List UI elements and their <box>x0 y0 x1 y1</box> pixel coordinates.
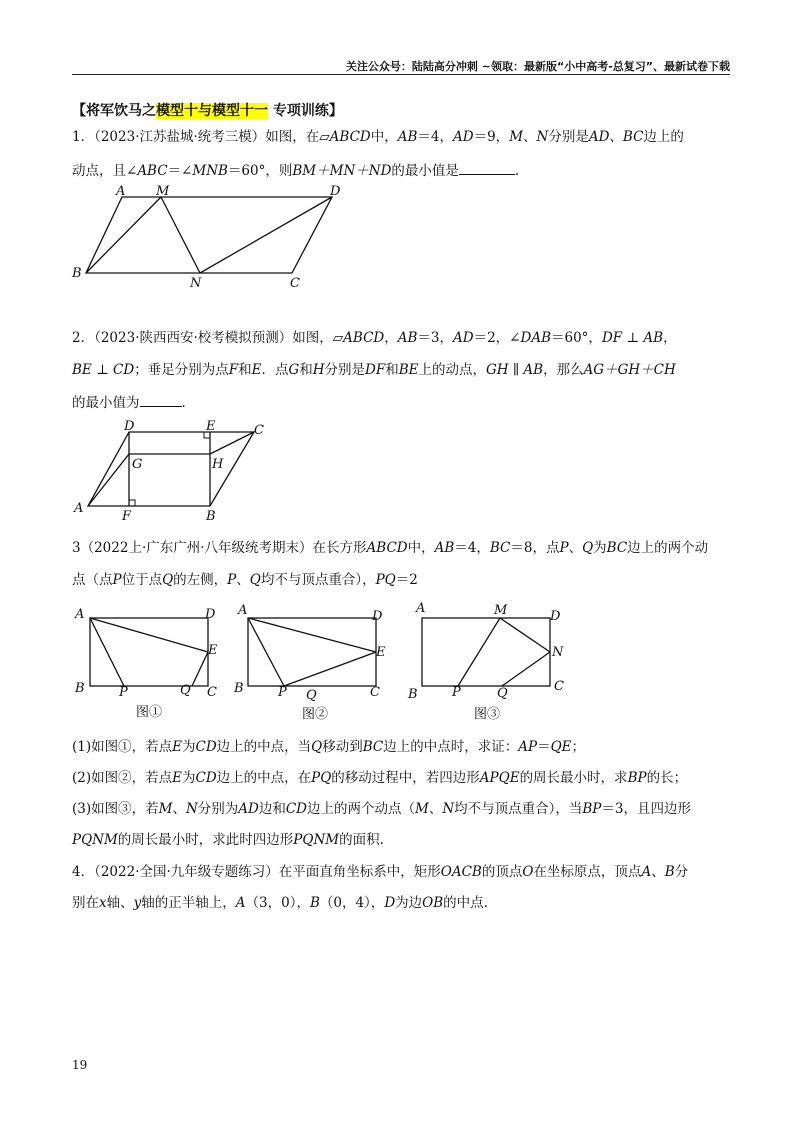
q4-oacb: OACB <box>440 864 482 880</box>
fig3-1-label-p: P <box>119 685 128 700</box>
page-header: 关注公众号：陆陆高分冲刺 ~领取：最新版“小中高考-总复习”、最新试卷下载 <box>345 60 730 73</box>
q4-a2: A <box>235 895 246 911</box>
figure-3-3 <box>402 602 582 722</box>
q3p3-g: 均不与顶点重合），当 <box>454 801 583 817</box>
q3p2-d: 的移动过程中，若四边形 <box>331 770 480 786</box>
q3-l2f: ＝2 <box>395 572 418 588</box>
q1-line1 <box>72 127 732 147</box>
q3p3-b: 、 <box>172 801 186 817</box>
q2-number: 2． <box>72 330 95 346</box>
fig3-3-segment-pm <box>458 618 500 686</box>
q1-bc: BC <box>622 129 644 145</box>
fig3-2-label-q: Q <box>306 688 317 703</box>
figure-3-2 <box>232 602 402 722</box>
fig3-3-label-d: D <box>550 609 561 624</box>
fig3-2-segment-ae <box>248 618 376 652</box>
q3-pq: PQ <box>375 572 396 588</box>
page-number: 19 <box>72 1058 88 1072</box>
q2-answer-blank[interactable] <box>140 392 182 407</box>
q2-line3 <box>72 392 732 413</box>
q4-x: x <box>99 895 107 911</box>
fig3-3-segment-mn <box>500 618 550 652</box>
q1-t7: 边上的 <box>643 129 684 145</box>
q3-t4: 、 <box>568 540 583 556</box>
fig1-label-d: D <box>330 184 341 199</box>
q3p1-g: ＝ <box>537 739 551 755</box>
q3-l2b: 位于点 <box>121 572 163 588</box>
fig1-segment-mn <box>161 197 200 273</box>
q3-p: P <box>559 540 569 556</box>
fig3-1-segment-qe <box>192 652 208 686</box>
fig3-1-segment-ae <box>90 618 208 652</box>
q2-df2: DF <box>365 362 386 378</box>
q3-part3-line1 <box>72 799 732 819</box>
q4-b: B <box>664 864 675 880</box>
q2-gh: GH ∥ AB <box>486 362 544 378</box>
q3p2-a: (2)如图②，若点 <box>72 770 173 786</box>
q3p2-c: 边上的中点，在 <box>216 770 312 786</box>
q2-ab: AB <box>397 330 418 346</box>
q2-l3b: . <box>181 395 186 411</box>
figure-2-parallelogram <box>72 418 282 526</box>
fig3-2-label-e: E <box>376 645 386 660</box>
fig2-label-c: C <box>254 423 264 438</box>
q2-dab: DAB <box>520 330 551 346</box>
q1-t2: ＝4， <box>417 129 454 145</box>
q1-number: 1． <box>72 129 95 145</box>
q3-l2d: 、 <box>236 572 250 588</box>
q4-l2c: 轴的正半轴上， <box>141 895 236 911</box>
q1-abcd: ABCD <box>329 129 371 145</box>
q3p1-cd: CD <box>195 739 217 755</box>
fig3-caption-1: 图① <box>136 705 163 720</box>
q4-ob: OB <box>422 895 444 911</box>
fig3-1-label-e: E <box>208 643 218 658</box>
q1-t1: 中， <box>370 129 398 145</box>
q3p3-a: (3)如图③，若 <box>72 801 159 817</box>
q3p2-cd: CD <box>195 770 217 786</box>
fig1-label-n: N <box>190 276 202 291</box>
q4-line2 <box>72 893 732 913</box>
fig3-3-label-q: Q <box>497 686 508 701</box>
q1-ad2: AD <box>588 129 610 145</box>
fig2-label-e: E <box>206 419 216 434</box>
fig1-label-m: M <box>156 184 170 199</box>
q2-t1: ， <box>384 330 398 346</box>
header-divider <box>72 74 730 75</box>
q1-ad: AD <box>453 129 474 145</box>
fig3-3-label-n: N <box>552 645 564 660</box>
fig2-label-d: D <box>124 419 135 434</box>
q4-l1c: 在坐标原点，顶点 <box>533 864 642 880</box>
q1-t4: 、 <box>523 129 537 145</box>
q3p2-g: 的长； <box>646 770 688 786</box>
fig3-1-label-c: C <box>207 685 217 700</box>
q3p1-d: 移动到 <box>322 739 363 755</box>
q2-l2d: 和 <box>299 362 313 378</box>
q4-l1a: 4．（2022·全国·九年级专题练习）在平面直角坐标系中，矩形 <box>72 864 441 880</box>
q4-l1e: 分 <box>674 864 689 880</box>
q3-p2: P <box>112 572 122 588</box>
q3-source: 3（2022上·广东广州·八年级统考期末）在长方形 <box>72 540 367 556</box>
q2-be: BE ⊥ CD <box>72 362 135 378</box>
section-prefix: 【将军饮马之 <box>72 103 156 119</box>
fig2-label-a: A <box>74 501 84 516</box>
section-title <box>72 100 343 120</box>
q4-b2: B <box>309 895 320 911</box>
q3-part3-line2 <box>72 830 732 850</box>
q2-l3a: 的最小值为 <box>72 395 140 411</box>
q3-q: Q <box>582 540 594 556</box>
fig3-2-label-c: C <box>370 685 380 700</box>
fig2-label-f: F <box>122 509 132 524</box>
q1-t3: ＝9， <box>473 129 510 145</box>
q3p1-e: E <box>172 739 182 755</box>
q1-n: N <box>536 129 549 145</box>
fig3-2-label-p: P <box>278 685 287 700</box>
fig3-caption-3: 图③ <box>474 707 501 722</box>
q3-l2e: 均不与顶点重合）， <box>260 572 376 588</box>
q3p2-b: 为 <box>181 770 196 786</box>
q3-bc: BC <box>489 540 511 556</box>
q2-g: G <box>288 362 300 378</box>
q2-l2a: ；垂足分别为点 <box>134 362 229 378</box>
figure-3-1 <box>72 602 232 722</box>
q3p2-e: E <box>172 770 182 786</box>
q3-t5: 为 <box>593 540 607 556</box>
q2-l2e: 分别是 <box>324 362 366 378</box>
q2-line1 <box>72 328 732 348</box>
fig1-label-a: A <box>116 184 126 199</box>
fig2-right-angle-f <box>129 500 135 506</box>
q1-l2d: 的最小值是 <box>391 163 459 179</box>
q2-expr: AG＋GH＋CH <box>583 362 676 378</box>
q3p3-l2d: 的面积. <box>339 832 384 848</box>
q4-l1d: 、 <box>651 864 665 880</box>
fig3-1-label-q: Q <box>180 683 191 698</box>
q2-be2: BE <box>398 362 419 378</box>
q4-d: D <box>384 895 396 911</box>
q3p3-l2a: PQNM <box>72 832 118 848</box>
q2-l2f: 和 <box>385 362 399 378</box>
q3p3-l2c: PQNM <box>293 832 340 848</box>
q4-l2g: 的中点. <box>443 895 488 911</box>
q4-y: y <box>133 895 142 911</box>
q4-l2f: 为边 <box>395 895 423 911</box>
q3-bc2: BC <box>606 540 628 556</box>
q2-l2g: 上的动点， <box>418 362 487 378</box>
q3-q2: Q <box>162 572 174 588</box>
q3p3-f: 、 <box>428 801 443 817</box>
q1-l2a: 动点，且∠ <box>72 163 138 179</box>
q3p3-c: 分别为 <box>197 801 239 817</box>
fig3-3-label-c: C <box>554 679 564 694</box>
q2-t3: ＝2，∠ <box>473 330 521 346</box>
fig3-3-label-m: M <box>494 603 508 618</box>
q2-l2c: ．点 <box>261 362 289 378</box>
q3-part1 <box>72 737 732 757</box>
q3p2-apqe: APQE <box>479 770 520 786</box>
fig2-label-h: H <box>212 457 224 472</box>
section-highlight: 模型十与模型十一 <box>156 103 268 119</box>
fig1-label-c: C <box>290 276 300 291</box>
q3p1-qe: QE <box>550 739 572 755</box>
fig3-3-segment-qn <box>502 652 550 686</box>
q3-l2a: 点（点 <box>72 572 113 588</box>
q3-t6: 边上的两个动 <box>627 540 709 556</box>
fig3-3-rect <box>422 618 550 686</box>
q3p3-cd: CD <box>285 801 307 817</box>
q1-source: （2023·江苏盐城·统考三模）如图，在▱ <box>94 129 330 145</box>
fig1-segment-bm <box>86 197 161 273</box>
fig3-1-segment-ap <box>90 618 124 686</box>
q4-l1b: 的顶点 <box>481 864 523 880</box>
q3p1-b: 为 <box>181 739 196 755</box>
q3-q3: Q <box>249 572 261 588</box>
fig1-label-b: B <box>72 266 82 281</box>
q3p1-f: 边上的中点时，求证： <box>383 739 519 755</box>
fig2-label-b: B <box>206 509 216 524</box>
q3-ab: AB <box>434 540 455 556</box>
fig3-1-label-b: B <box>75 681 85 696</box>
q4-o: O <box>522 864 534 880</box>
q3-line2 <box>72 570 732 590</box>
q4-a: A <box>641 864 652 880</box>
fig3-2-label-d: D <box>372 609 383 624</box>
q4-l2d: （3，0）， <box>245 895 310 911</box>
q1-m: M <box>509 129 524 145</box>
q2-e: E <box>251 362 262 378</box>
q1-mnb: MNB <box>192 163 228 179</box>
q2-h: H <box>312 362 325 378</box>
q1-l2c: ＝60°，则 <box>227 163 293 179</box>
q2-ad: AD <box>453 330 474 346</box>
q3p3-l2b: 的周长最小时，求此时四边形 <box>117 832 294 848</box>
q3-p3: P <box>227 572 237 588</box>
q1-answer-blank[interactable] <box>459 160 515 175</box>
q3p1-bc: BC <box>362 739 384 755</box>
q3p1-q: Q <box>311 739 323 755</box>
q3-l2c: 的左侧， <box>173 572 228 588</box>
q1-expr: BM＋MN＋ND <box>292 163 392 179</box>
q3p3-e: 边上的两个动点（ <box>307 801 415 817</box>
q1-ab: AB <box>397 129 418 145</box>
fig3-3-label-a: A <box>416 601 426 616</box>
q3p2-pq: PQ <box>311 770 332 786</box>
q2-source: （2023·陕西西安·校考模拟预测）如图，▱ <box>94 330 344 346</box>
q2-t4: ＝60°， <box>551 330 602 346</box>
q3p3-bp: BP <box>582 801 602 817</box>
q3p3-h: ＝3，且四边形 <box>601 801 691 817</box>
q3p3-m2: M <box>415 801 429 817</box>
q3p3-n: N <box>185 801 198 817</box>
q2-t2: ＝3， <box>417 330 454 346</box>
fig3-2-label-a: A <box>238 603 248 618</box>
q3p3-ad: AD <box>238 801 259 817</box>
fig3-2-segment-pe <box>284 652 376 686</box>
q4-l2a: 别在 <box>72 895 99 911</box>
fig2-parallelogram <box>88 432 254 506</box>
q3p1-a: (1)如图①，若点 <box>72 739 173 755</box>
q1-line2 <box>72 160 732 181</box>
fig3-3-label-b: B <box>408 687 418 702</box>
q2-t5: ， <box>663 330 677 346</box>
q3p3-n2: N <box>442 801 455 817</box>
q3p1-c: 边上的中点，当 <box>216 739 312 755</box>
q4-line1 <box>72 862 732 882</box>
fig3-caption-2: 图② <box>302 707 329 722</box>
q3p1-ap: AP <box>518 739 538 755</box>
q2-line2 <box>72 360 732 380</box>
q4-l2b: 轴、 <box>106 895 134 911</box>
fig3-2-label-b: B <box>234 681 244 696</box>
q3p2-bp: BP <box>627 770 647 786</box>
fig2-label-g: G <box>132 457 143 472</box>
q3-t1: 中， <box>407 540 435 556</box>
q1-abc: ABC <box>137 163 168 179</box>
figure-1-parallelogram <box>70 185 360 290</box>
q3-part2 <box>72 768 732 788</box>
q1-t6: 、 <box>609 129 623 145</box>
fig3-2-segment-ap <box>248 618 284 686</box>
fig3-3-label-p: P <box>452 685 461 700</box>
q3p2-f: 的周长最小时，求 <box>519 770 628 786</box>
q2-f: F <box>228 362 239 378</box>
q3-line1 <box>72 538 732 558</box>
q3p3-d: 边和 <box>258 801 286 817</box>
q2-l2h: ，那么 <box>543 362 584 378</box>
q2-df: DF ⊥ AB <box>601 330 664 346</box>
q3p3-m: M <box>158 801 173 817</box>
q2-l2b: 和 <box>238 362 252 378</box>
q3-t3: ＝8，点 <box>510 540 560 556</box>
fig2-segment-ag <box>88 454 129 506</box>
q3-t2: ＝4， <box>454 540 490 556</box>
q3-abcd: ABCD <box>366 540 408 556</box>
q4-l2e: （0，4）， <box>319 895 385 911</box>
section-suffix: 专项训练】 <box>268 103 343 119</box>
q2-abcd: ABCD <box>343 330 385 346</box>
fig3-1-label-a: A <box>75 607 85 622</box>
q1-l2b: ＝∠ <box>167 163 193 179</box>
q3p1-h: ； <box>571 739 586 755</box>
q1-t5: 分别是 <box>548 129 589 145</box>
q1-l2e: . <box>514 163 520 179</box>
fig3-1-label-d: D <box>205 607 216 622</box>
